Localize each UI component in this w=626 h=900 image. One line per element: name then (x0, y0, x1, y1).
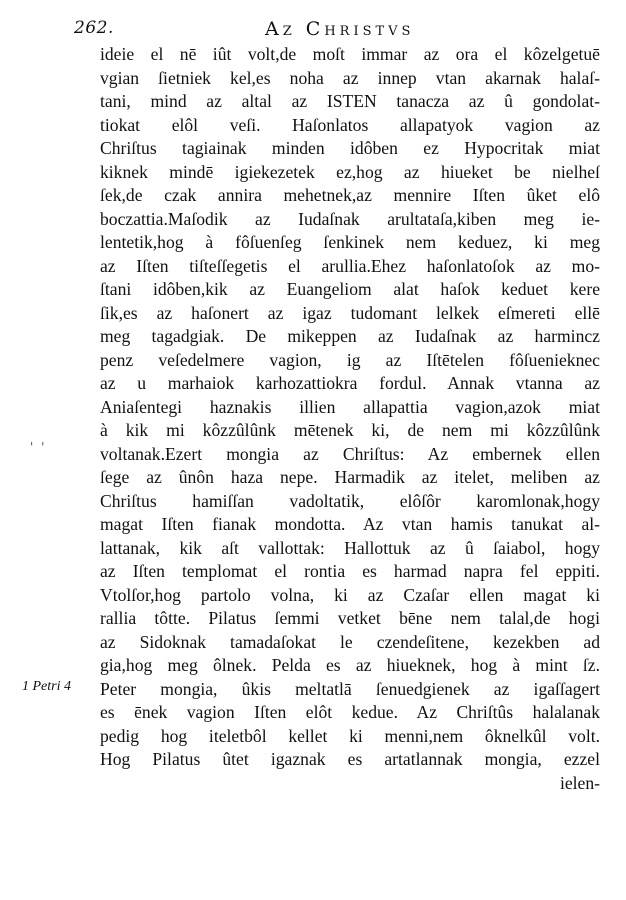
text-line: ſek,de czak annira mehetnek,az mennire Iſten ûket elô (100, 185, 600, 205)
text-line: vgian ſietniek kel,es noha az innep vtan akarnak halaſ- (100, 67, 600, 88)
text-line: Chriſtus tagiainak minden idôben ez Hypocritak miat (100, 138, 600, 158)
text-line: penz veſedelmere vagion, ig az Iſtētelen fôſuenieknec (100, 349, 600, 370)
text-line: Aniaſentegi haznakis illien allapattia vagion,azok miat (100, 396, 600, 417)
text-line: voltanak.Ezert mongia az Chriſtus: Az embernek ellen (100, 443, 600, 464)
catchword: ielen- (559, 772, 600, 793)
text-line: lattanak, kik aſt vallottak: Hallottuk az û ſaiabol, hogy (100, 537, 600, 558)
text-line: ſtani idôben,kik az Euangeliom alat haſok keduet kere (100, 279, 600, 299)
text-line: Chriſtus hamiſſan vadoltatik, elôſôr karomlonak,hogy (100, 490, 600, 511)
text-line: boczattia.Maſodik az Iudaſnak arultataſa,kiben meg ie- (100, 208, 600, 229)
margin-note-scripture-reference: 1 Petri 4 (22, 679, 71, 694)
text-line: magat Iſten fianak mondotta. Az vtan hamis tanukat al- (100, 514, 600, 534)
text-line: az Sidoknak tamadaſokat le czendeſitene, kezekben ad (100, 631, 600, 652)
text-line: lentetik,hog à fôſuenſeg ſenkinek nem keduez, ki meg (100, 232, 600, 252)
margin-stray-mark: ' ' (30, 440, 47, 454)
text-line: tani, mind az altal az ISTEN tanacza az û gondolat- (100, 91, 600, 111)
text-line: es ēnek vagion Iſten elôt kedue. Az Chriſtûs halalanak (100, 702, 600, 722)
body-text-block (100, 43, 600, 795)
text-line: pedig hog iteletbôl kellet ki menni,nem ôknelkûl volt. (100, 725, 600, 746)
text-line: ſege az ûnôn haza nepe. Harmadik az itelet, meliben az (100, 467, 600, 487)
text-line: Peter mongia, ûkis meltatlā ſenuedgienek az igaſſagert (100, 678, 600, 699)
text-line: az Iſten templomat el rontia es harmad napra fel eppiti. (100, 561, 600, 581)
text-line: à kik mi kôzzûlûnk mētenek ki, de nem mi kôzzûlûnk (100, 420, 600, 440)
text-line: kiknek mindē igiekezetek ez,hog az hiueket be nielheſ (100, 161, 600, 182)
text-line: ſik,es az haſonert az igaz tudomant lelkek eſmereti ellē (100, 302, 600, 323)
page-number: 262. (74, 18, 114, 38)
text-line: tiokat elôl veſi. Haſonlatos allapatyok vagion az (100, 114, 600, 135)
text-line: gia,hog meg ôlnek. Pelda es az hiueknek, hog à mint ſz. (100, 655, 600, 675)
text-line: ideie el nē iût volt,de moſt immar az ora el kôzelgetuē (100, 44, 600, 64)
text-line: Hog Pilatus ûtet igaznak es artatlannak mongia, ezzel (100, 749, 600, 769)
text-line: Vtolſor,hog partolo volna, ki az Czaſar ellen magat ki (100, 584, 600, 605)
text-line: rallia tôtte. Pilatus ſemmi vetket bēne nem talal,de hogi (100, 608, 600, 628)
text-line: az Iſten tiſteſſegetis el arullia.Ehez haſonlatoſok az mo- (100, 255, 600, 276)
text-line: az u marhaiok karhozattiokra fordul. Annak vtanna az (100, 373, 600, 393)
running-title: Az Christvs (265, 18, 415, 40)
text-line: meg tagadgiak. De mikeppen az Iudaſnak az harmincz (100, 326, 600, 346)
